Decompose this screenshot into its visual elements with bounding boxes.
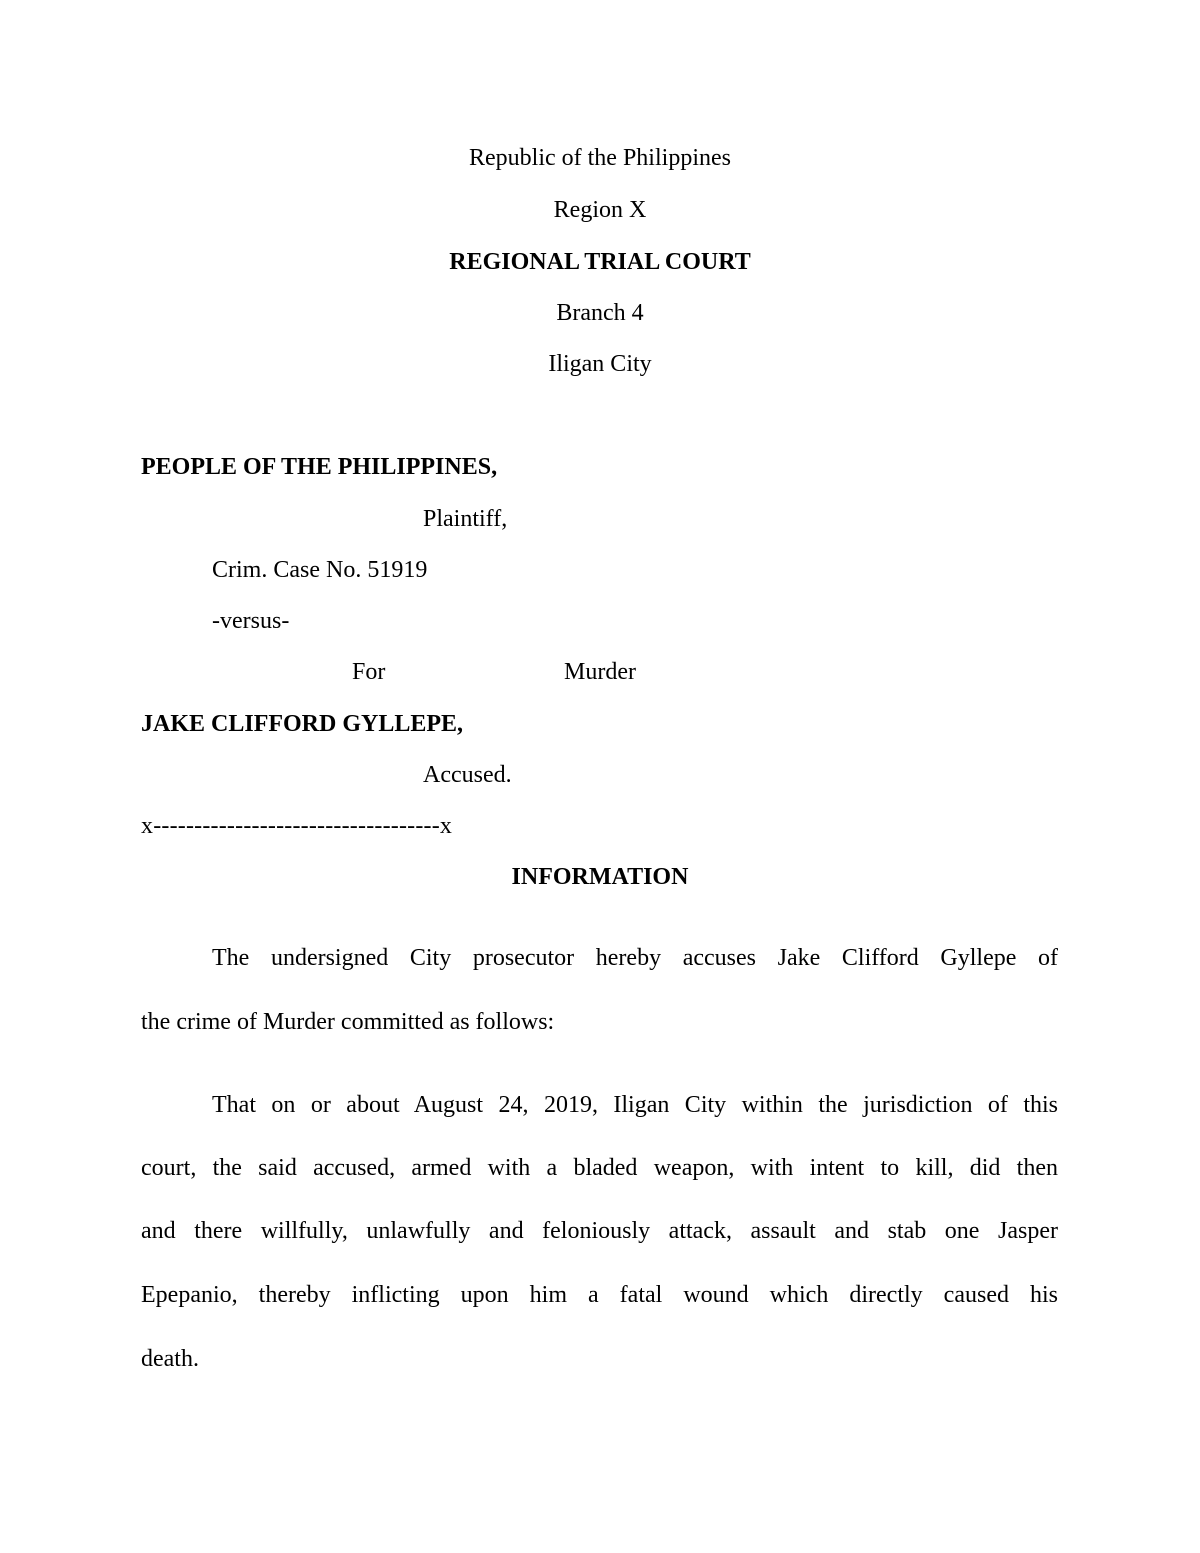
caption-separator: x-----------------------------------x (141, 813, 453, 839)
for-label: For (352, 659, 386, 685)
header-court: REGIONAL TRIAL COURT (449, 249, 751, 275)
paragraph-intro (141, 946, 1058, 1046)
document-title: INFORMATION (511, 864, 689, 890)
header-republic: Republic of the Philippines (469, 145, 731, 171)
accused-role: Accused. (423, 762, 512, 788)
offense-label: Murder (564, 659, 636, 685)
header-region: Region X (553, 197, 647, 223)
header-city: Iligan City (548, 351, 652, 377)
paragraph-line: Epepanio, thereby inflicting upon him a fatal wound which directly caused his (141, 1282, 1058, 1308)
paragraph-charge (141, 1093, 1058, 1393)
header-branch: Branch 4 (556, 300, 644, 326)
versus-label: -versus- (212, 608, 290, 634)
plaintiff-role: Plaintiff, (423, 506, 508, 532)
paragraph-line: court, the said accused, armed with a bladed weapon, with intent to kill, did then (141, 1155, 1058, 1181)
paragraph-line: the crime of Murder committed as follows: (141, 1009, 555, 1035)
paragraph-line: That on or about August 24, 2019, Iligan City within the jurisdiction of this (212, 1092, 1058, 1118)
paragraph-line: death. (141, 1346, 199, 1372)
case-number: Crim. Case No. 51919 (212, 557, 428, 583)
paragraph-line: and there willfully, unlawfully and feloniously attack, assault and stab one Jasper (141, 1218, 1058, 1244)
accused-name: JAKE CLIFFORD GYLLEPE, (141, 711, 464, 737)
paragraph-line: The undersigned City prosecutor hereby accuses Jake Clifford Gyllepe of (212, 945, 1058, 971)
plaintiff-name: PEOPLE OF THE PHILIPPINES, (141, 454, 498, 480)
